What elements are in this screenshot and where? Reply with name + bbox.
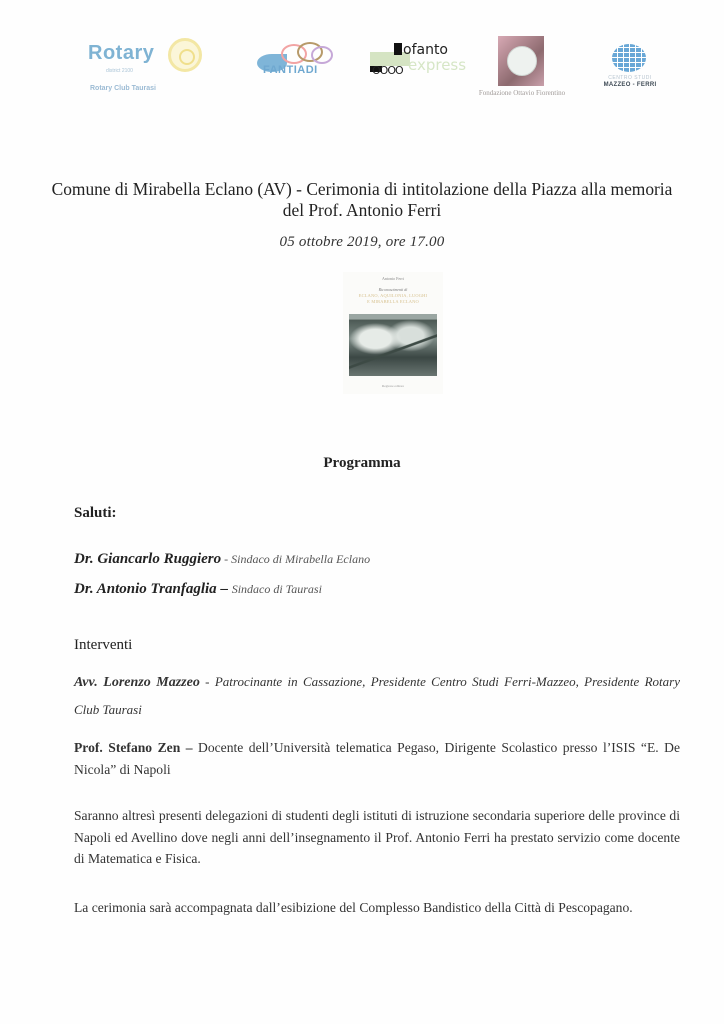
fondazione-caption: Fondazione Ottavio Fiorentino	[478, 89, 566, 97]
interventi-heading: Interventi	[74, 637, 133, 653]
rotary-club-logo	[88, 38, 208, 98]
rotary-club-name: Rotary Club Taurasi	[90, 85, 156, 92]
centro-studi-logo	[596, 42, 676, 97]
sponsor-logos	[0, 30, 724, 105]
banda-paragraph: La cerimonia sarà accompagnata dall’esibizione del Complesso Bandistico della Città di Pescopagano.	[74, 900, 633, 915]
ofantiadi-wordmark: FANTIADI	[263, 64, 318, 76]
ring-icon	[311, 46, 333, 64]
speaker-role: Patrocinante in Cassazione, Presidente Centro Studi Ferri-Mazzeo, Presidente Rotary Club Taurasi	[74, 674, 680, 717]
fondazione-logo	[462, 36, 582, 101]
ofantiadi-logo	[253, 40, 358, 85]
centro-studi-label: CENTRO STUDI	[608, 75, 652, 81]
speaker-name: Prof. Stefano Zen	[74, 740, 181, 755]
saluti-item	[74, 550, 370, 568]
separator: -	[221, 552, 232, 566]
speaker-name: Dr. Giancarlo Ruggiero	[74, 551, 222, 567]
book-author: Antonio Ferri	[382, 276, 404, 281]
interventi-item	[74, 668, 680, 723]
speaker-role: Sindaco di Taurasi	[231, 582, 322, 596]
speaker-name: Avv. Lorenzo Mazzeo	[74, 675, 200, 690]
book-pretitle: Riconoscimenti di	[378, 287, 408, 292]
delegazioni-paragraph: Saranno altresì presenti delegazioni di studenti degli istituti di istruzione secondaria superiore delle province di Napoli ed Avellino dove negli anni dell’insegnamento il Prof. Antonio Ferri ha prestato servizio come docente di Matematica e Fisica.	[74, 808, 680, 866]
event-date: 05 ottobre 2019, ore 17.00	[279, 234, 445, 250]
medal-icon	[507, 46, 537, 76]
programma-heading: Programma	[323, 455, 401, 471]
express-wordmark: express	[408, 56, 467, 74]
separator: –	[180, 740, 199, 755]
rotary-district: district 2100	[106, 68, 133, 74]
book-cover-photo	[349, 314, 437, 376]
book-title-line-2: E MIRABELLA ECLANO	[367, 299, 419, 304]
interventi-item	[74, 737, 680, 781]
ofanto-wordmark: ofanto	[394, 42, 448, 58]
book-publisher: Regione editore	[381, 384, 405, 388]
rotary-wheel-icon	[168, 38, 202, 72]
speaker-role: Docente dell’Università telematica Pegaso, Dirigente Scolastico presso l’ISIS “E. De Nicola” di Napoli	[74, 740, 680, 777]
saluti-heading: Saluti:	[74, 505, 117, 521]
globe-icon	[612, 44, 646, 72]
separator: –	[216, 581, 232, 597]
rotary-wordmark: Rotary	[88, 42, 155, 64]
page-title: Comune di Mirabella Eclano (AV) - Cerimonia di intitolazione della Piazza alla memoria del Prof. Antonio Ferri	[51, 179, 673, 220]
centro-studi-name: MAZZEO - FERRI	[603, 82, 657, 88]
separator: -	[199, 674, 215, 689]
book-cover-image	[343, 272, 443, 394]
speaker-name: Dr. Antonio Tranfaglia	[74, 581, 217, 597]
saluti-item	[74, 580, 322, 598]
train-wheels-icon: OOOO	[372, 64, 403, 77]
book-title-line-1: ECLANO, AQUILONIA, LUOGHI	[358, 293, 428, 298]
speaker-role: Sindaco di Mirabella Eclano	[231, 552, 371, 566]
